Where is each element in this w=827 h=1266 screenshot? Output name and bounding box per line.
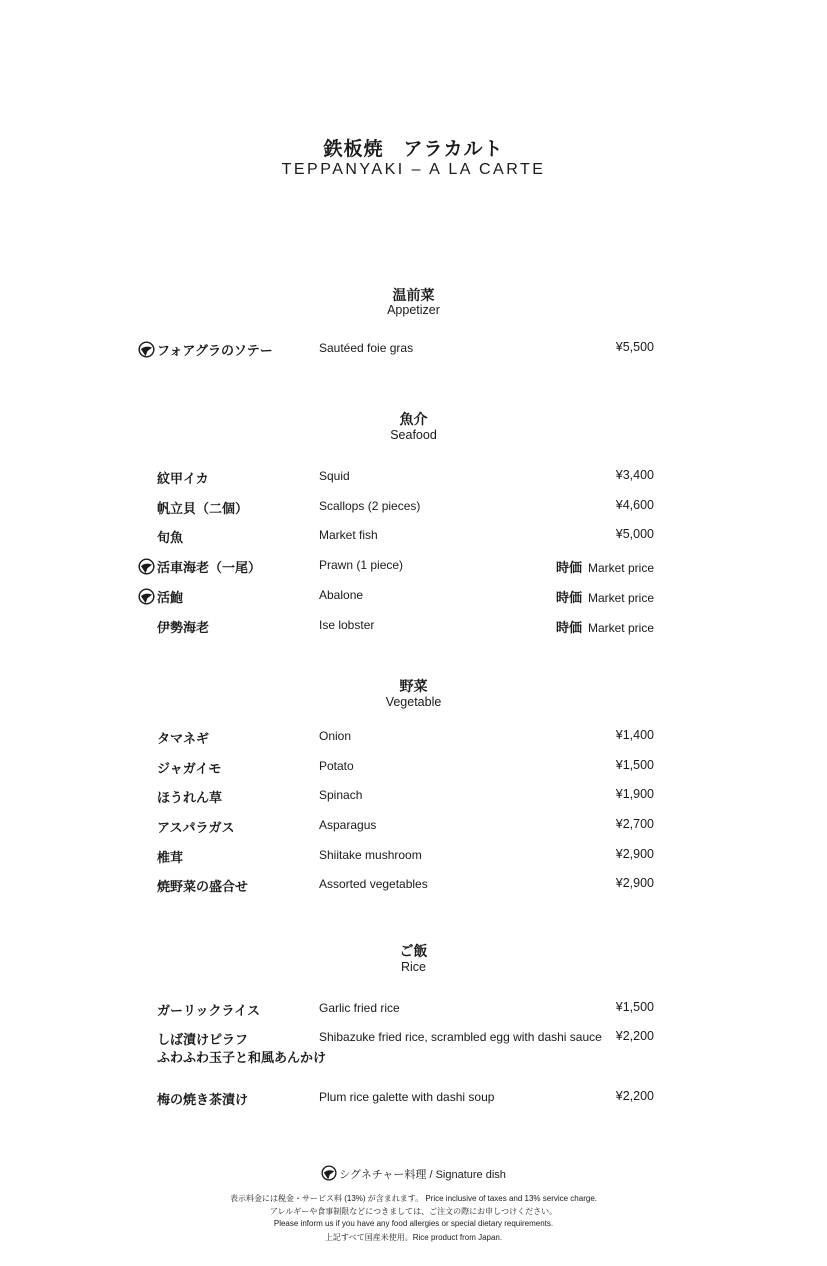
section-title-japanese: 野菜 xyxy=(399,679,428,695)
item-name-japanese: 旬魚 xyxy=(157,531,184,546)
item-price: ¥1,500 xyxy=(615,1000,654,1014)
market-price-japanese: 時価 xyxy=(555,561,582,576)
item-name-japanese: 梅の焼き茶漬け xyxy=(157,1093,249,1108)
item-price xyxy=(556,557,654,576)
item-price: ¥5,000 xyxy=(615,527,654,541)
item-name-english: Shibazuke fried rice, scrambled egg with dashi sauce xyxy=(319,1030,602,1044)
market-price-japanese: 時価 xyxy=(555,621,582,636)
item-name-english: Market fish xyxy=(319,528,378,542)
item-price: ¥2,700 xyxy=(615,817,654,831)
market-price-english: Market price xyxy=(587,561,654,575)
menu-item xyxy=(0,340,827,360)
item-name-english: Asparagus xyxy=(319,818,377,832)
signature-dish-icon xyxy=(138,558,155,575)
footer-note: 上記すべて国産米使用。Rice product from Japan. xyxy=(324,1233,503,1242)
menu-item xyxy=(0,468,827,488)
signature-dish-icon xyxy=(138,341,155,358)
menu-item xyxy=(0,498,827,518)
section-title-english: Rice xyxy=(400,960,426,974)
item-name-japanese: 椎茸 xyxy=(157,851,184,866)
item-name-japanese: フォアグラのソテー xyxy=(157,344,273,359)
menu-title-english: TEPPANYAKI – A LA CARTE xyxy=(281,161,546,178)
section-title-english: Appetizer xyxy=(387,303,440,317)
item-price xyxy=(556,617,654,636)
item-name-english: Plum rice galette with dashi soup xyxy=(319,1090,495,1104)
item-name-english: Garlic fried rice xyxy=(319,1001,400,1015)
legend-label-japanese: シグネチャー料理 xyxy=(339,1168,427,1181)
item-name-japanese: 活鮑 xyxy=(157,591,184,606)
legend-label-english: / Signature dish xyxy=(426,1169,506,1181)
item-name-english: Onion xyxy=(319,729,352,743)
item-name-japanese-line2: ふわふわ玉子と和風あんかけ xyxy=(157,1051,327,1066)
market-price-japanese: 時価 xyxy=(555,591,582,606)
menu-item xyxy=(0,847,827,867)
item-name-english: Assorted vegetables xyxy=(319,877,428,891)
section-title-japanese: 魚介 xyxy=(399,412,428,428)
item-price xyxy=(556,587,654,606)
item-name-english: Ise lobster xyxy=(319,618,375,632)
menu-item xyxy=(0,1029,827,1069)
item-price: ¥2,200 xyxy=(615,1089,654,1103)
menu-item xyxy=(0,758,827,778)
menu-title-japanese: 鉄板焼 アラカルト xyxy=(323,138,504,160)
section-title-english: Seafood xyxy=(390,428,437,442)
item-price: ¥2,200 xyxy=(615,1029,654,1043)
menu-item xyxy=(0,527,827,547)
item-name-english: Shiitake mushroom xyxy=(319,848,422,862)
menu-item xyxy=(0,1089,827,1109)
menu-item xyxy=(0,557,827,577)
menu-item xyxy=(0,587,827,607)
market-price-english: Market price xyxy=(587,621,654,635)
section-title-english: Vegetable xyxy=(385,695,442,709)
item-name-japanese: アスパラガス xyxy=(157,821,235,836)
item-name-japanese: 帆立貝（二個） xyxy=(157,502,249,517)
signature-dish-icon xyxy=(138,588,155,605)
item-name-japanese: 伊勢海老 xyxy=(157,621,210,636)
item-price: ¥1,900 xyxy=(615,787,654,801)
item-price: ¥5,500 xyxy=(615,340,654,354)
footer-note: アレルギーや食事制限などにつきましては、ご注文の際にお申しつけください。 xyxy=(269,1207,558,1216)
item-name-english: Potato xyxy=(319,759,354,773)
item-price: ¥1,500 xyxy=(615,758,654,772)
item-name-english: Squid xyxy=(319,469,350,483)
menu-item xyxy=(0,817,827,837)
item-name-japanese: しば漬けピラフ xyxy=(157,1033,249,1048)
item-price: ¥4,600 xyxy=(615,498,654,512)
menu-item xyxy=(0,876,827,896)
menu-item xyxy=(0,617,827,637)
signature-dish-icon xyxy=(321,1165,337,1181)
section-title-japanese: ご飯 xyxy=(399,944,428,960)
item-name-japanese: 活車海老（一尾） xyxy=(157,561,262,576)
item-name-japanese: ガーリックライス xyxy=(157,1004,260,1019)
item-name-japanese: 焼野菜の盛合せ xyxy=(157,880,249,895)
item-name-japanese: 紋甲イカ xyxy=(157,472,209,487)
menu-item xyxy=(0,728,827,748)
item-name-english: Sautéed foie gras xyxy=(319,341,414,355)
item-name-japanese: タマネギ xyxy=(157,732,210,747)
footer-note: 表示料金には税金・サービス料 (13%) が含まれます。 Price inclusive of taxes and 13% service charge. xyxy=(229,1194,597,1203)
item-price: ¥2,900 xyxy=(615,847,654,861)
item-name-english: Spinach xyxy=(319,788,363,802)
market-price-english: Market price xyxy=(587,591,654,605)
signature-legend xyxy=(0,1165,827,1182)
footer-note: Please inform us if you have any food allergies or special dietary requirements. xyxy=(273,1219,554,1228)
menu-item xyxy=(0,787,827,807)
item-name-english: Scallops (2 pieces) xyxy=(319,499,421,513)
item-name-english: Abalone xyxy=(319,588,364,602)
item-name-japanese: ジャガイモ xyxy=(157,762,222,777)
item-name-english: Prawn (1 piece) xyxy=(319,558,404,572)
menu-item xyxy=(0,1000,827,1020)
item-price: ¥1,400 xyxy=(615,728,654,742)
item-name-japanese: ほうれん草 xyxy=(157,791,223,806)
section-title-japanese: 温前菜 xyxy=(392,288,435,304)
item-price: ¥3,400 xyxy=(615,468,654,482)
item-price: ¥2,900 xyxy=(615,876,654,890)
